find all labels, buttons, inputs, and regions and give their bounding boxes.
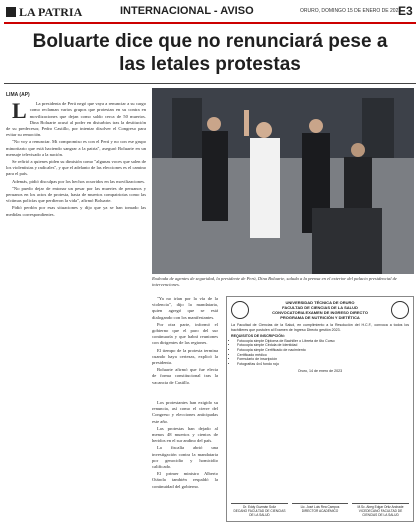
col2-paragraph-4: Boluarte afirmó que fue electa de forma constitucional tras la vacancia de Castillo. xyxy=(152,367,218,385)
notice-program: PROGRAMA DE NUTRICIÓN Y DIETÉTICA xyxy=(280,315,360,320)
requirement-item: • Fotocopia simple Diploma de Bachiller o Libreta de 6to Curso xyxy=(237,339,409,344)
requirement-item: • Certificado médico xyxy=(237,353,409,358)
paragraph-2: "No voy a renunciar. Mi compromiso es con el Perú y no con ese grupo minoritario que está haciendo sangrar a la patria", aseguró Boluarte en un mensaje televisado a la nación. xyxy=(6,139,146,157)
paragraph-6: Pidió perdón por esas situaciones y dijo que ya se han tomado las medidas correspondientes. xyxy=(6,205,146,217)
logo-mark-icon xyxy=(6,7,16,17)
signer-name: Lic. José Luis Rea Campos xyxy=(300,505,340,509)
col3-paragraph-2: Las protestas han dejado al menos 48 muertos y cientos de heridos en el sur andino del país. xyxy=(152,425,218,444)
col2-paragraph-2: Por otra parte, informó el gobierno que el paro del sur continuaría y que habrá reuniones con dirigentes de las regiones. xyxy=(152,321,218,346)
paragraph-3: Se refirió a quienes piden su dimisión como "algunas voces que salen de los violentistas y radicales", y que el adelanto de las elecciones es el camino para el país. xyxy=(6,159,146,177)
notice-intro: La Facultad de Ciencias de la Salud, en cumplimiento a la Resolución del H.C.F., convoca a todos los bachilleres que postulen al Examen de Ingreso Directo gestión 2023. xyxy=(231,323,409,332)
notice-date: Oruro, 14 de enero de 2023 xyxy=(297,369,343,374)
masthead-rule xyxy=(4,22,416,24)
signer-role: DIRECTOR ACADÉMICO xyxy=(301,509,339,513)
signer-role: VICEDECANO FACULTAD DE CIENCIAS DE LA SALUD xyxy=(358,509,403,517)
article-column-2 xyxy=(152,296,218,387)
notice-body xyxy=(231,323,409,374)
requirement-item: • Fotografías 4x4 fondo rojo xyxy=(237,362,409,367)
requirement-item: • Formulario de inscripción xyxy=(237,357,409,362)
paragraph-1-text: La presidenta de Perú negó que vaya a renunciar a su cargo como reclaman varios grupos que protestan en su contra en movilizaciones que dejan como saldo cerca de 50 muertos. Dina Boluarte acusó al poder en disturbios tras la destitución de su predecesor, Pedro Castillo, por intentar disolver el Congreso para evitar su remoción. xyxy=(6,101,146,138)
notice-institution: UNIVERSIDAD TÉCNICA DE ORURO xyxy=(285,300,355,305)
headline: Boluarte dice que no renunciará pese a las letales protestas xyxy=(32,31,388,75)
article-column-1 xyxy=(6,92,146,219)
signature-block xyxy=(352,503,409,517)
logo-text: LA PATRIA xyxy=(19,5,83,19)
faculty-seal-icon xyxy=(391,301,409,319)
university-seal-icon xyxy=(231,301,249,319)
paragraph-1 xyxy=(6,98,146,138)
signer-name: M.Sc. Abeg Edgar Ortiz Andrade xyxy=(357,505,404,509)
col3-paragraph-3: La fiscalía abrió una investigación contra la mandataria por genocidio y homicidio calificado. xyxy=(152,445,218,470)
requirement-item: • Fotocopia simple Cédula de Identidad xyxy=(237,343,409,348)
notice-faculty: FACULTAD DE CIENCIAS DE LA SALUD xyxy=(282,305,358,310)
col2-paragraph-3: El tiempo de la protesta termina cuando haya certezas, explicó la presidenta. xyxy=(152,347,218,366)
notice-header xyxy=(249,300,391,320)
newspaper-logo xyxy=(6,5,82,20)
headline-divider xyxy=(4,83,416,84)
notice-call: CONVOCATORIA EXAMEN DE INGRESO DIRECTO xyxy=(272,310,368,315)
col3-paragraph-4: El primer ministro Alberto Otárola también respaldó la continuidad del gobierno. xyxy=(152,471,218,489)
masthead xyxy=(0,0,420,26)
dateline: ORURO, DOMINGO 15 DE ENERO DE 2023 xyxy=(300,8,402,14)
requirement-item: • Fotocopia simple Certificado de nacimiento xyxy=(237,348,409,353)
news-photo xyxy=(152,88,414,274)
signature-block xyxy=(292,503,349,517)
signatures xyxy=(231,503,409,517)
photo-caption: Rodeada de agentes de seguridad, la presidente de Perú, Dina Boluarte, saluda a la prensa en el exterior del palacio presidencial de intervenciones. xyxy=(152,276,397,287)
article-column-3 xyxy=(152,400,218,491)
col3-paragraph-1: Los protestantes han exigido su renuncia, así como el cierre del Congreso y elecciones anticipadas este año. xyxy=(152,400,218,424)
requirements-list xyxy=(231,339,409,367)
photo-illustration xyxy=(152,88,414,274)
page-number: E3 xyxy=(398,4,413,18)
news-agency: LIMA (AP) xyxy=(6,92,30,98)
university-notice xyxy=(226,296,414,522)
requirements-title: REQUISITOS DE INSCRIPCIÓN: xyxy=(231,334,285,339)
paragraph-5: "No puedo dejar de entonar un pesar por las muertes de peruanos y peruanos en los actos de protesta, hasta de muertos compatriotas como las víctimas policías que perdieron la vida", afirmó Boluarte. xyxy=(6,185,146,204)
section-label: INTERNACIONAL - AVISO xyxy=(120,5,254,17)
col2-paragraph-1: "Ya no irían por la vía de la violencia", dijo la mandataria, quien agregó que se está dialogando con los manifestantes. xyxy=(152,296,218,320)
drop-cap: L xyxy=(12,98,27,124)
paragraph-4: Además, pidió disculpas por los hechos ocurridos en las movilizaciones. xyxy=(12,178,146,184)
signer-role: DECANO FACULTAD DE CIENCIAS DE LA SALUD xyxy=(233,509,286,517)
signer-name: Dr. Eddy Guzmán Soliz xyxy=(243,505,276,509)
signature-block xyxy=(231,503,288,517)
